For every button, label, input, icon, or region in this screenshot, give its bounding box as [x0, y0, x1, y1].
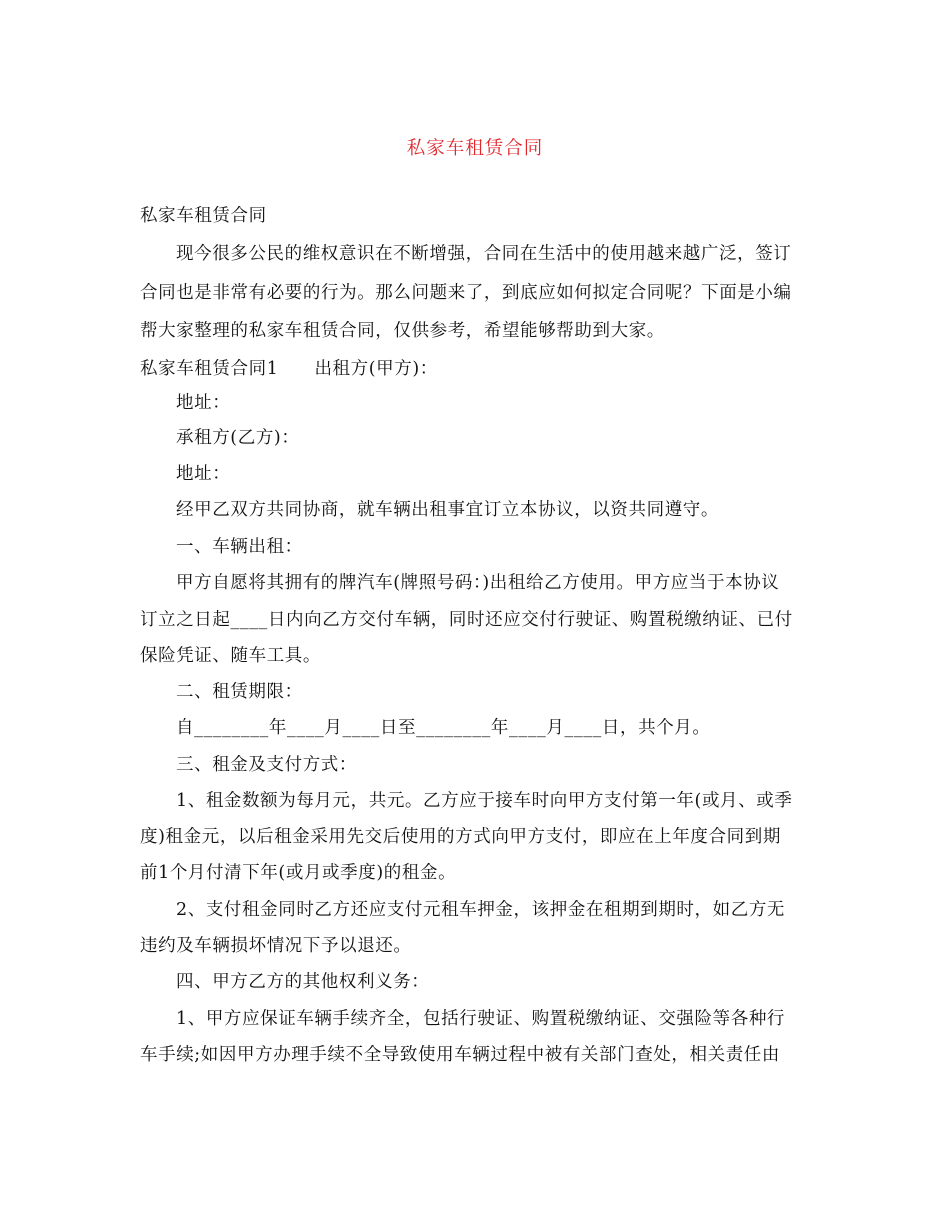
section-4-item-1-line-2: 车手续;如因甲方办理手续不全导致使用车辆过程中被有关部门查处，相关责任由 — [140, 1045, 780, 1065]
intro-line-3: 帮大家整理的私家车租赁合同，仅供参考，希望能够帮助到大家。 — [140, 321, 665, 341]
section-3-title: 三、租金及支付方式： — [176, 755, 357, 775]
section-2-body: 自________年____月____日至________年____月____日，共个月。 — [176, 718, 711, 738]
document-subtitle: 私家车租赁合同 — [140, 206, 267, 226]
section-3-item-1-line-1: 1、租金数额为每月元，共元。乙方应于接车时向甲方支付第一年(或月、或季 — [176, 791, 793, 811]
contract-heading: 私家车租赁合同1 — [140, 359, 279, 379]
intro-line-1: 现今很多公民的维权意识在不断增强，合同在生活中的使用越来越广泛，签订 — [176, 244, 792, 264]
lessor-address: 地址： — [176, 393, 231, 413]
section-4-title: 四、甲方乙方的其他权利义务： — [176, 972, 430, 992]
section-3-item-1-line-2: 度)租金元，以后租金采用先交后使用的方式向甲方支付，即应在上年度合同到期 — [140, 827, 781, 847]
agreement-text: 经甲乙双方共同协商，就车辆出租事宜订立本协议，以资共同遵守。 — [176, 500, 719, 520]
section-1-line-2: 订立之日起____日内向乙方交付车辆，同时还应交付行驶证、购置税缴纳证、已付 — [140, 610, 793, 630]
section-1-line-3: 保险凭证、随车工具。 — [140, 646, 321, 666]
section-2-title: 二、租赁期限： — [176, 682, 303, 702]
section-1-title: 一、车辆出租： — [176, 537, 303, 557]
lessor-label: 出租方(甲方)： — [314, 359, 438, 379]
intro-line-2: 合同也是非常有必要的行为。那么问题来了，到底应如何拟定合同呢？下面是小编 — [140, 283, 792, 303]
section-4-item-1-line-1: 1、甲方应保证车辆手续齐全，包括行驶证、购置税缴纳证、交强险等各种行 — [176, 1009, 786, 1029]
section-3-item-2-line-2: 违约及车辆损坏情况下予以退还。 — [140, 936, 412, 956]
section-1-line-1: 甲方自愿将其拥有的牌汽车(牌照号码：)出租给乙方使用。甲方应当于本协议 — [176, 573, 780, 593]
section-3-item-1-line-3: 前1个月付清下年(或月或季度)的租金。 — [140, 863, 457, 883]
lessee-address: 地址： — [176, 464, 231, 484]
section-3-item-2-line-1: 2、支付租金同时乙方还应支付元租车押金，该押金在租期到期时，如乙方无 — [176, 900, 786, 920]
lessee-label: 承租方(乙方)： — [176, 428, 300, 448]
document-title: 私家车租赁合同 — [406, 138, 544, 159]
contract-heading-row — [140, 357, 820, 381]
